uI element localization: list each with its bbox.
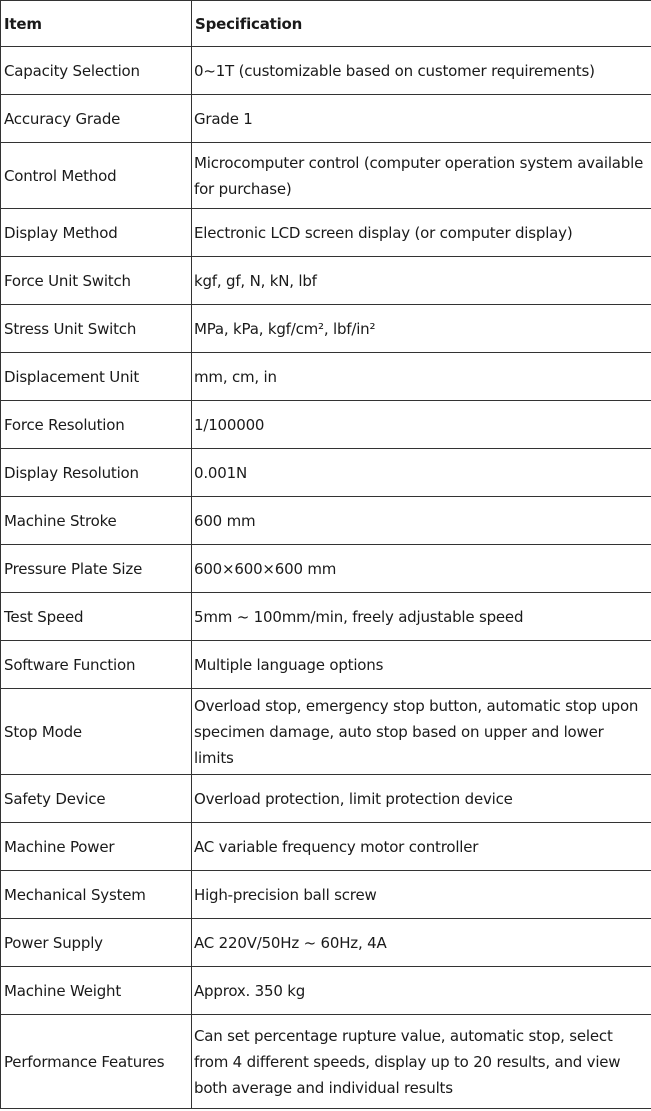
table-row xyxy=(1,1015,651,1109)
table-row xyxy=(1,967,651,1015)
table-row xyxy=(1,47,651,95)
spec-value: 0~1T (customizable based on customer requirements) xyxy=(192,47,651,95)
spec-item: Pressure Plate Size xyxy=(1,545,192,593)
spec-item: Capacity Selection xyxy=(1,47,192,95)
spec-item: Display Method xyxy=(1,209,192,257)
spec-item: Software Function xyxy=(1,641,192,689)
spec-item: Machine Stroke xyxy=(1,497,192,545)
spec-value: 600 mm xyxy=(192,497,651,545)
table-row xyxy=(1,823,651,871)
table-row xyxy=(1,593,651,641)
spec-item: Stress Unit Switch xyxy=(1,305,192,353)
table-row xyxy=(1,689,651,775)
spec-value: mm, cm, in xyxy=(192,353,651,401)
table-header-row xyxy=(1,1,651,47)
spec-value: Overload protection, limit protection device xyxy=(192,775,651,823)
spec-item: Accuracy Grade xyxy=(1,95,192,143)
spec-item: Displacement Unit xyxy=(1,353,192,401)
spec-value: Approx. 350 kg xyxy=(192,967,651,1015)
spec-item: Display Resolution xyxy=(1,449,192,497)
spec-item: Power Supply xyxy=(1,919,192,967)
table-row xyxy=(1,775,651,823)
spec-value: Multiple language options xyxy=(192,641,651,689)
spec-item: Force Unit Switch xyxy=(1,257,192,305)
table-row xyxy=(1,449,651,497)
spec-value: kgf, gf, N, kN, lbf xyxy=(192,257,651,305)
spec-item: Machine Weight xyxy=(1,967,192,1015)
spec-value: 1/100000 xyxy=(192,401,651,449)
spec-value: Grade 1 xyxy=(192,95,651,143)
spec-item: Safety Device xyxy=(1,775,192,823)
spec-value: High-precision ball screw xyxy=(192,871,651,919)
spec-item: Test Speed xyxy=(1,593,192,641)
spec-value: Electronic LCD screen display (or computer display) xyxy=(192,209,651,257)
spec-value: AC 220V/50Hz ~ 60Hz, 4A xyxy=(192,919,651,967)
spec-item: Machine Power xyxy=(1,823,192,871)
spec-value: MPa, kPa, kgf/cm², lbf/in² xyxy=(192,305,651,353)
table-row xyxy=(1,545,651,593)
table-row xyxy=(1,95,651,143)
table-row xyxy=(1,143,651,209)
spec-item: Stop Mode xyxy=(1,689,192,775)
spec-value: 0.001N xyxy=(192,449,651,497)
spec-value: Microcomputer control (computer operation system available for purchase) xyxy=(192,143,651,209)
spec-value: Overload stop, emergency stop button, automatic stop upon specimen damage, auto stop based on upper and lower limits xyxy=(192,689,651,775)
spec-value: AC variable frequency motor controller xyxy=(192,823,651,871)
column-header-specification: Specification xyxy=(192,1,651,47)
table-row xyxy=(1,641,651,689)
spec-value: 5mm ~ 100mm/min, freely adjustable speed xyxy=(192,593,651,641)
table-row xyxy=(1,209,651,257)
column-header-item: Item xyxy=(1,1,192,47)
table-row xyxy=(1,305,651,353)
spec-value: 600×600×600 mm xyxy=(192,545,651,593)
table-row xyxy=(1,353,651,401)
table-row xyxy=(1,919,651,967)
spec-item: Performance Features xyxy=(1,1015,192,1109)
table-row xyxy=(1,497,651,545)
table-row xyxy=(1,257,651,305)
spec-item: Control Method xyxy=(1,143,192,209)
table-row xyxy=(1,871,651,919)
spec-item: Force Resolution xyxy=(1,401,192,449)
table-row xyxy=(1,401,651,449)
spec-item: Mechanical System xyxy=(1,871,192,919)
spec-value: Can set percentage rupture value, automatic stop, select from 4 different speeds, display up to 20 results, and view both average and individual results xyxy=(192,1015,651,1109)
